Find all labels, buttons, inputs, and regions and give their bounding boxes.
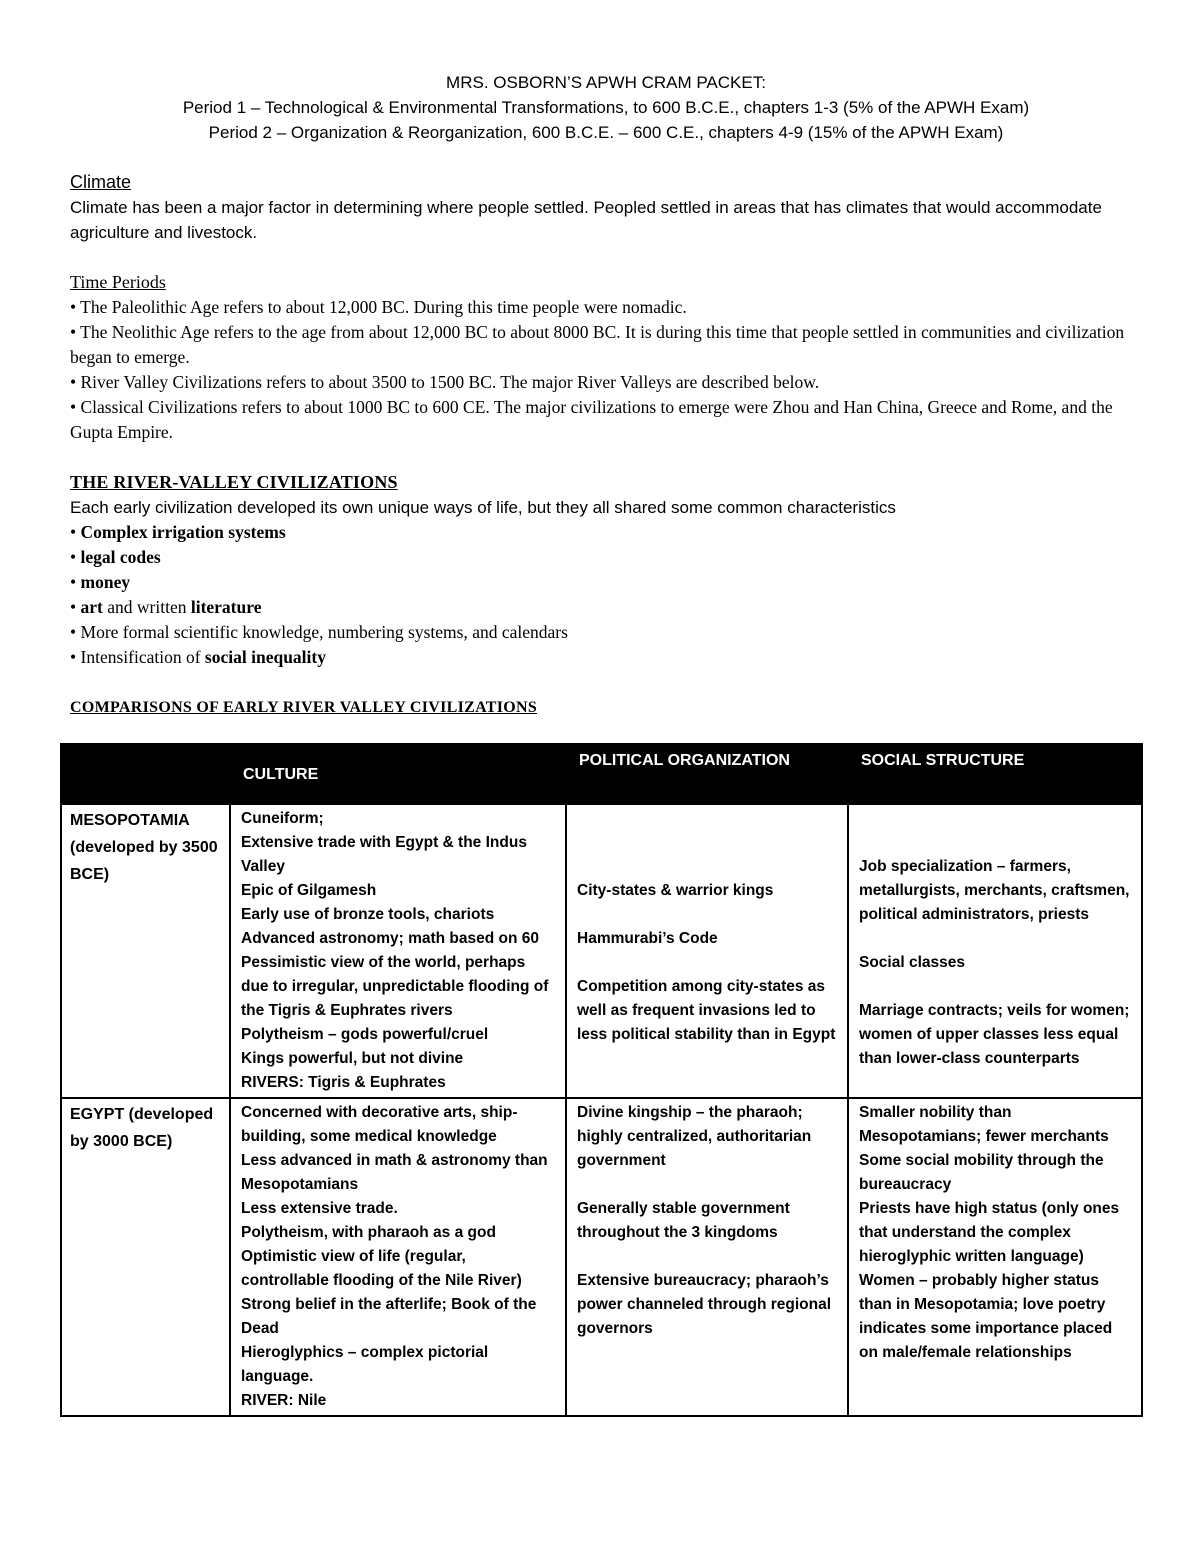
cell-line: Cuneiform; bbox=[241, 810, 324, 827]
river-valley-heading: THE RIVER-VALLEY CIVILIZATIONS bbox=[70, 472, 398, 492]
cell-line: Priests have high status (only ones that understand the complex hieroglyphic written language) bbox=[859, 1200, 1120, 1265]
cell-line: Less extensive trade. bbox=[241, 1200, 398, 1217]
cell-line: Divine kingship – the pharaoh; highly centralized, authoritarian government bbox=[577, 1104, 812, 1169]
climate-heading: Climate bbox=[70, 172, 132, 192]
time-periods-section bbox=[70, 270, 1142, 445]
cell-line: Extensive trade with Egypt & the Indus Valley bbox=[241, 834, 527, 875]
table-row-mesopotamia bbox=[61, 804, 1142, 1098]
cell-line: Concerned with decorative arts, ship-building, some medical knowledge bbox=[241, 1104, 518, 1145]
cell-line: Less advanced in math & astronomy than Mesopotamians bbox=[241, 1152, 548, 1193]
climate-section bbox=[70, 170, 1142, 245]
culture-cell bbox=[230, 1098, 566, 1416]
column-header-social: SOCIAL STRUCTURE bbox=[848, 744, 1142, 804]
comparisons-heading: COMPARISONS OF EARLY RIVER VALLEY CIVILIZATIONS bbox=[70, 699, 538, 716]
characteristic-item: • money bbox=[70, 572, 131, 592]
cell-line: Competition among city-states as well as frequent invasions led to less political stability than in Egypt bbox=[577, 978, 836, 1043]
time-periods-list bbox=[70, 295, 1142, 445]
river-valley-section bbox=[70, 470, 1142, 670]
column-header-political: POLITICAL ORGANIZATION bbox=[566, 744, 848, 804]
cell-line: Extensive bureaucracy; pharaoh’s power channeled through regional governors bbox=[577, 1272, 832, 1337]
cell-line: Women – probably higher status than in Mesopotamia; love poetry indicates some importance placed on male/female relationships bbox=[859, 1272, 1113, 1361]
cell-line: Job specialization – farmers, metallurgists, merchants, craftsmen, political administrators, priests bbox=[859, 858, 1130, 923]
political-cell bbox=[566, 804, 848, 1098]
social-cell bbox=[848, 1098, 1142, 1416]
cell-line: Kings powerful, but not divine bbox=[241, 1050, 464, 1067]
table-row-egypt bbox=[61, 1098, 1142, 1416]
packet-header bbox=[70, 70, 1142, 145]
cell-line: Social classes bbox=[859, 954, 965, 971]
characteristic-item: • Complex irrigation systems bbox=[70, 522, 286, 542]
cell-line: Hieroglyphics – complex pictorial language. bbox=[241, 1344, 489, 1385]
culture-cell bbox=[230, 804, 566, 1098]
cell-line: Strong belief in the afterlife; Book of the Dead bbox=[241, 1296, 537, 1337]
social-cell bbox=[848, 804, 1142, 1098]
characteristics-list bbox=[70, 520, 1142, 670]
cell-line: Pessimistic view of the world, perhaps due to irregular, unpredictable flooding of the Tigris & Euphrates rivers bbox=[241, 954, 549, 1019]
comparison-table bbox=[60, 743, 1143, 1417]
cell-line: RIVER: Nile bbox=[241, 1392, 327, 1409]
cell-line: Some social mobility through the bureaucracy bbox=[859, 1152, 1104, 1193]
cell-line: Hammurabi’s Code bbox=[577, 930, 718, 947]
characteristic-item: • More formal scientific knowledge, numbering systems, and calendars bbox=[70, 622, 568, 642]
cell-line: Early use of bronze tools, chariots bbox=[241, 906, 495, 923]
cell-line: Smaller nobility than Mesopotamians; fewer merchants bbox=[859, 1104, 1109, 1145]
cell-line: Optimistic view of life (regular, controllable flooding of the Nile River) bbox=[241, 1248, 522, 1289]
time-period-item: • The Neolithic Age refers to the age from about 12,000 BC to about 8000 BC. It is during this time that people settled in communities and civilization began to emerge. bbox=[70, 322, 1125, 367]
time-period-item: • Classical Civilizations refers to about 1000 BC to 600 CE. The major civilizations to emerge were Zhou and Han China, Greece and Rome, and the Gupta Empire. bbox=[70, 397, 1113, 442]
characteristic-item: • art and written literature bbox=[70, 597, 262, 617]
characteristic-item: • legal codes bbox=[70, 547, 161, 567]
time-period-item: • River Valley Civilizations refers to about 3500 to 1500 BC. The major River Valleys are described below. bbox=[70, 372, 820, 392]
cell-line: City-states & warrior kings bbox=[577, 882, 774, 899]
time-period-item: • The Paleolithic Age refers to about 12,000 BC. During this time people were nomadic. bbox=[70, 297, 687, 317]
period-1-line: Period 1 – Technological & Environmental Transformations, to 600 B.C.E., chapters 1-3 (5% of the APWH Exam) bbox=[182, 98, 1030, 117]
column-header-culture: CULTURE bbox=[230, 744, 566, 804]
document-page bbox=[70, 70, 1142, 720]
political-cell bbox=[566, 1098, 848, 1416]
cell-line: Polytheism, with pharaoh as a god bbox=[241, 1224, 496, 1241]
time-periods-heading: Time Periods bbox=[70, 272, 166, 292]
river-valley-intro: Each early civilization developed its own unique ways of life, but they all shared some common characteristics bbox=[70, 498, 896, 517]
row-header-mesopotamia: MESOPOTAMIA (developed by 3500 BCE) bbox=[61, 804, 230, 1098]
period-2-line: Period 2 – Organization & Reorganization, 600 B.C.E. – 600 C.E., chapters 4-9 (15% of the APWH Exam) bbox=[208, 123, 1004, 142]
cell-line: Generally stable government throughout the 3 kingdoms bbox=[577, 1200, 790, 1241]
cell-line: Polytheism – gods powerful/cruel bbox=[241, 1026, 489, 1043]
column-header-empty bbox=[61, 744, 230, 804]
row-header-egypt: EGYPT (developed by 3000 BCE) bbox=[61, 1098, 230, 1416]
cell-line: Epic of Gilgamesh bbox=[241, 882, 377, 899]
packet-title: MRS. OSBORN’S APWH CRAM PACKET: bbox=[446, 73, 766, 92]
table-header-row bbox=[61, 744, 1142, 804]
characteristic-item: • Intensification of social inequality bbox=[70, 647, 326, 667]
climate-text: Climate has been a major factor in determining where people settled. Peopled settled in areas that has climates that would accommodate agriculture and livestock. bbox=[70, 198, 1102, 242]
cell-line: RIVERS: Tigris & Euphrates bbox=[241, 1074, 446, 1091]
cell-line: Advanced astronomy; math based on 60 bbox=[241, 930, 540, 947]
cell-line: Marriage contracts; veils for women; women of upper classes less equal than lower-class counterparts bbox=[859, 1002, 1130, 1067]
